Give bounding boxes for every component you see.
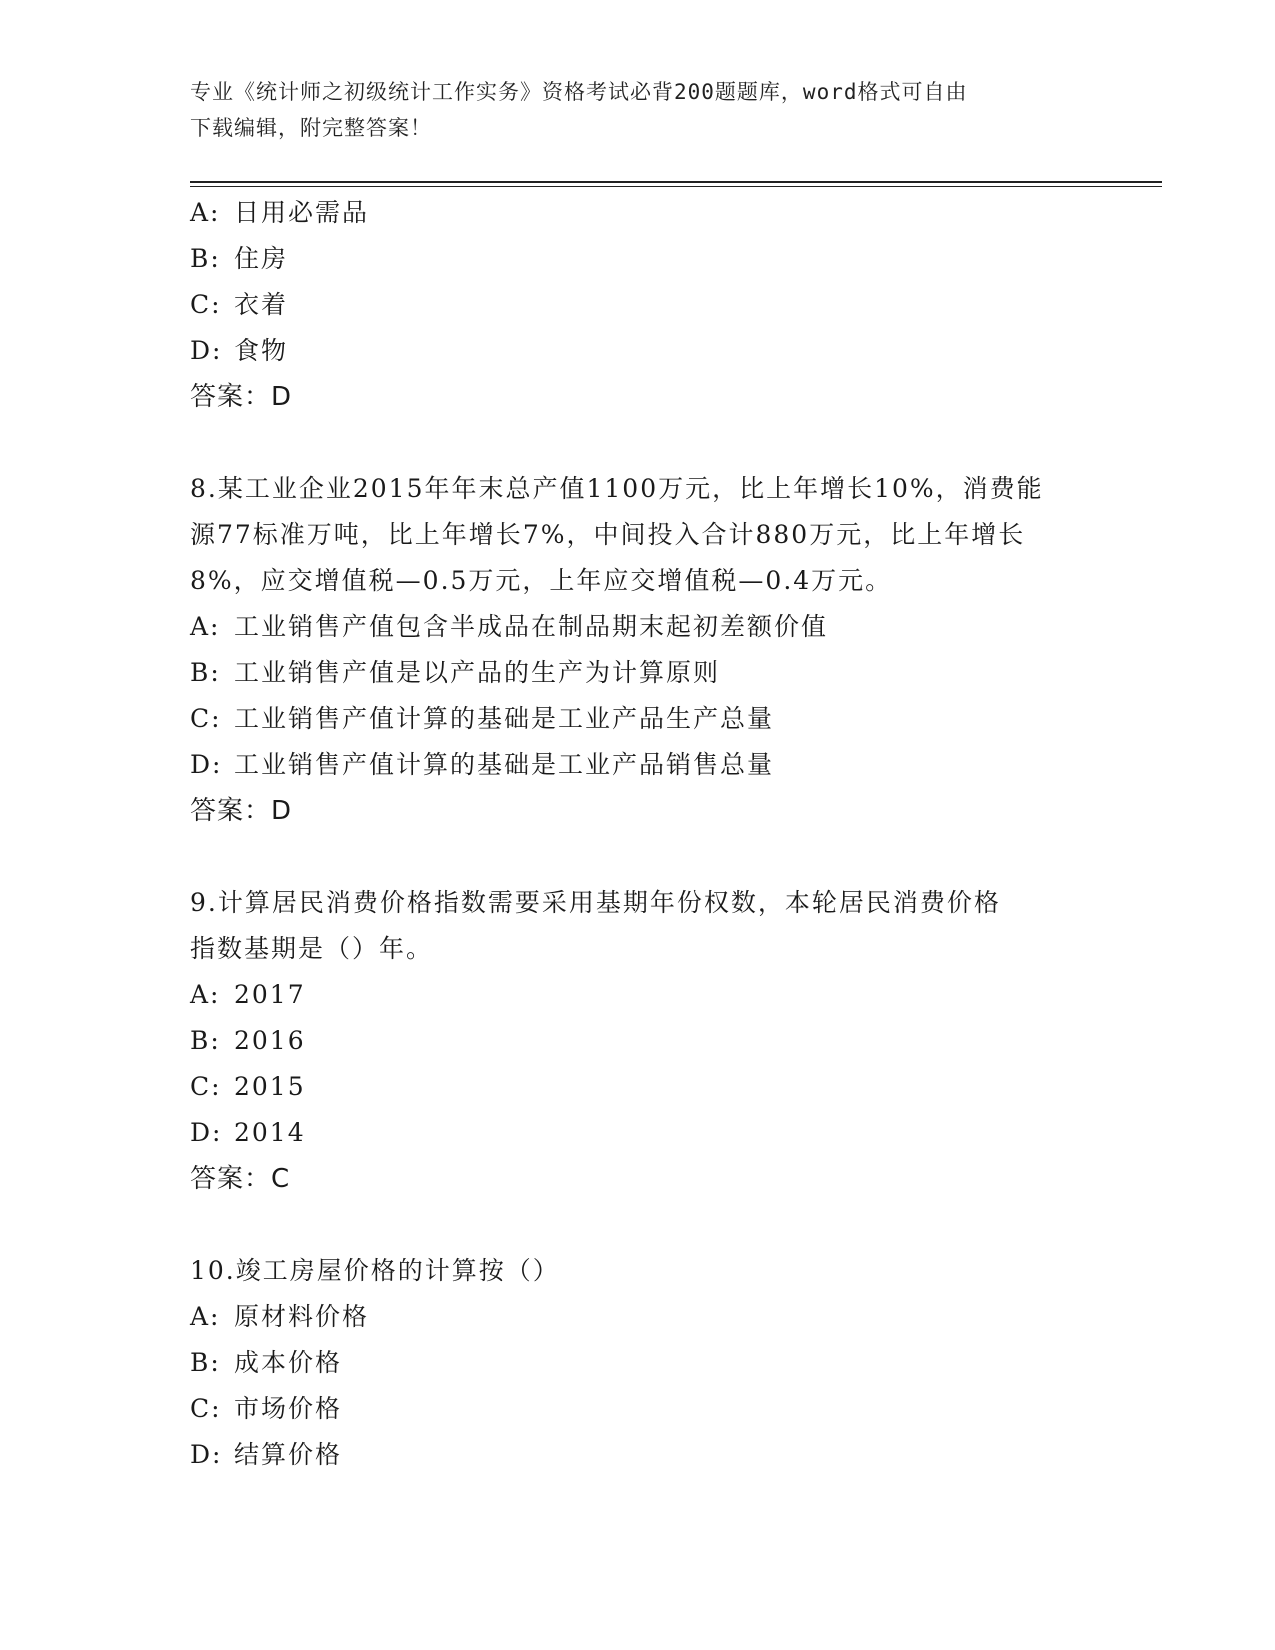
option-c bbox=[190, 282, 1090, 328]
question-9-block bbox=[190, 880, 1090, 1202]
option-letter: B: bbox=[190, 1026, 221, 1055]
option-c bbox=[190, 696, 1090, 742]
option-text: 工业销售产值计算的基础是工业产品生产总量 bbox=[234, 704, 775, 733]
answer-line: 答案：C bbox=[190, 1164, 291, 1194]
option-text: 日用必需品 bbox=[234, 198, 370, 227]
question-stem-line: 源77标准万吨，比上年增长7%，中间投入合计880万元，比上年增长 bbox=[190, 520, 1026, 549]
question-stem-line: 8.某工业企业2015年年末总产值1100万元，比上年增长10%，消费能 bbox=[190, 474, 1044, 503]
option-d bbox=[190, 328, 1090, 374]
option-text: 市场价格 bbox=[234, 1394, 343, 1423]
header-line-2: 下载编辑，附完整答案！ bbox=[190, 116, 432, 140]
option-a bbox=[190, 604, 1090, 650]
spacer bbox=[190, 1202, 1090, 1248]
question-8-block bbox=[190, 466, 1090, 834]
option-letter: A: bbox=[190, 612, 221, 641]
option-letter: B: bbox=[190, 244, 221, 273]
option-letter: D: bbox=[190, 1118, 223, 1147]
option-b bbox=[190, 1018, 1090, 1064]
option-text: 原材料价格 bbox=[234, 1302, 370, 1331]
option-letter: C: bbox=[190, 290, 222, 319]
answer-line: 答案：D bbox=[190, 796, 293, 826]
header-line-1: 专业《统计师之初级统计工作实务》资格考试必背200题题库，word格式可自由 bbox=[190, 80, 968, 104]
option-text: 工业销售产值是以产品的生产为计算原则 bbox=[234, 658, 721, 687]
question-stem-line: 9.计算居民消费价格指数需要采用基期年份权数，本轮居民消费价格 bbox=[190, 888, 1001, 917]
option-letter: D: bbox=[190, 750, 223, 779]
option-text: 2015 bbox=[234, 1072, 306, 1101]
option-text: 衣着 bbox=[234, 290, 289, 319]
option-a bbox=[190, 972, 1090, 1018]
option-text: 成本价格 bbox=[234, 1348, 343, 1377]
option-letter: D: bbox=[190, 1440, 223, 1469]
option-letter: A: bbox=[190, 980, 221, 1009]
answer-line: 答案：D bbox=[190, 382, 293, 412]
option-d bbox=[190, 1432, 1090, 1478]
option-b bbox=[190, 1340, 1090, 1386]
question-stem-line: 8%，应交增值税—0.5万元，上年应交增值税—0.4万元。 bbox=[190, 566, 893, 595]
header-rule-thick bbox=[190, 181, 1162, 183]
option-b bbox=[190, 650, 1090, 696]
option-d bbox=[190, 1110, 1090, 1156]
header-rule-thin bbox=[190, 186, 1162, 187]
option-text: 工业销售产值包含半成品在制品期末起初差额价值 bbox=[234, 612, 829, 641]
option-letter: B: bbox=[190, 1348, 221, 1377]
option-c bbox=[190, 1064, 1090, 1110]
option-letter: C: bbox=[190, 1072, 222, 1101]
option-text: 2017 bbox=[234, 980, 306, 1009]
option-a bbox=[190, 1294, 1090, 1340]
option-text: 2014 bbox=[234, 1118, 306, 1147]
option-d bbox=[190, 742, 1090, 788]
option-a bbox=[190, 190, 1090, 236]
option-letter: C: bbox=[190, 1394, 222, 1423]
option-c bbox=[190, 1386, 1090, 1432]
option-letter: C: bbox=[190, 704, 222, 733]
option-text: 2016 bbox=[234, 1026, 306, 1055]
option-text: 住房 bbox=[234, 244, 289, 273]
spacer bbox=[190, 834, 1090, 880]
question-7-block bbox=[190, 190, 1090, 420]
document-header bbox=[190, 74, 1090, 146]
option-b bbox=[190, 236, 1090, 282]
option-letter: D: bbox=[190, 336, 223, 365]
option-text: 工业销售产值计算的基础是工业产品销售总量 bbox=[234, 750, 775, 779]
option-text: 食物 bbox=[234, 336, 289, 365]
spacer bbox=[190, 420, 1090, 466]
question-10-block bbox=[190, 1248, 1090, 1478]
option-letter: A: bbox=[190, 1302, 221, 1331]
option-letter: B: bbox=[190, 658, 221, 687]
question-stem-line: 10.竣工房屋价格的计算按（） bbox=[190, 1256, 560, 1285]
option-letter: A: bbox=[190, 198, 221, 227]
question-content bbox=[190, 190, 1090, 1478]
option-text: 结算价格 bbox=[234, 1440, 343, 1469]
question-stem-line: 指数基期是（）年。 bbox=[190, 934, 434, 963]
